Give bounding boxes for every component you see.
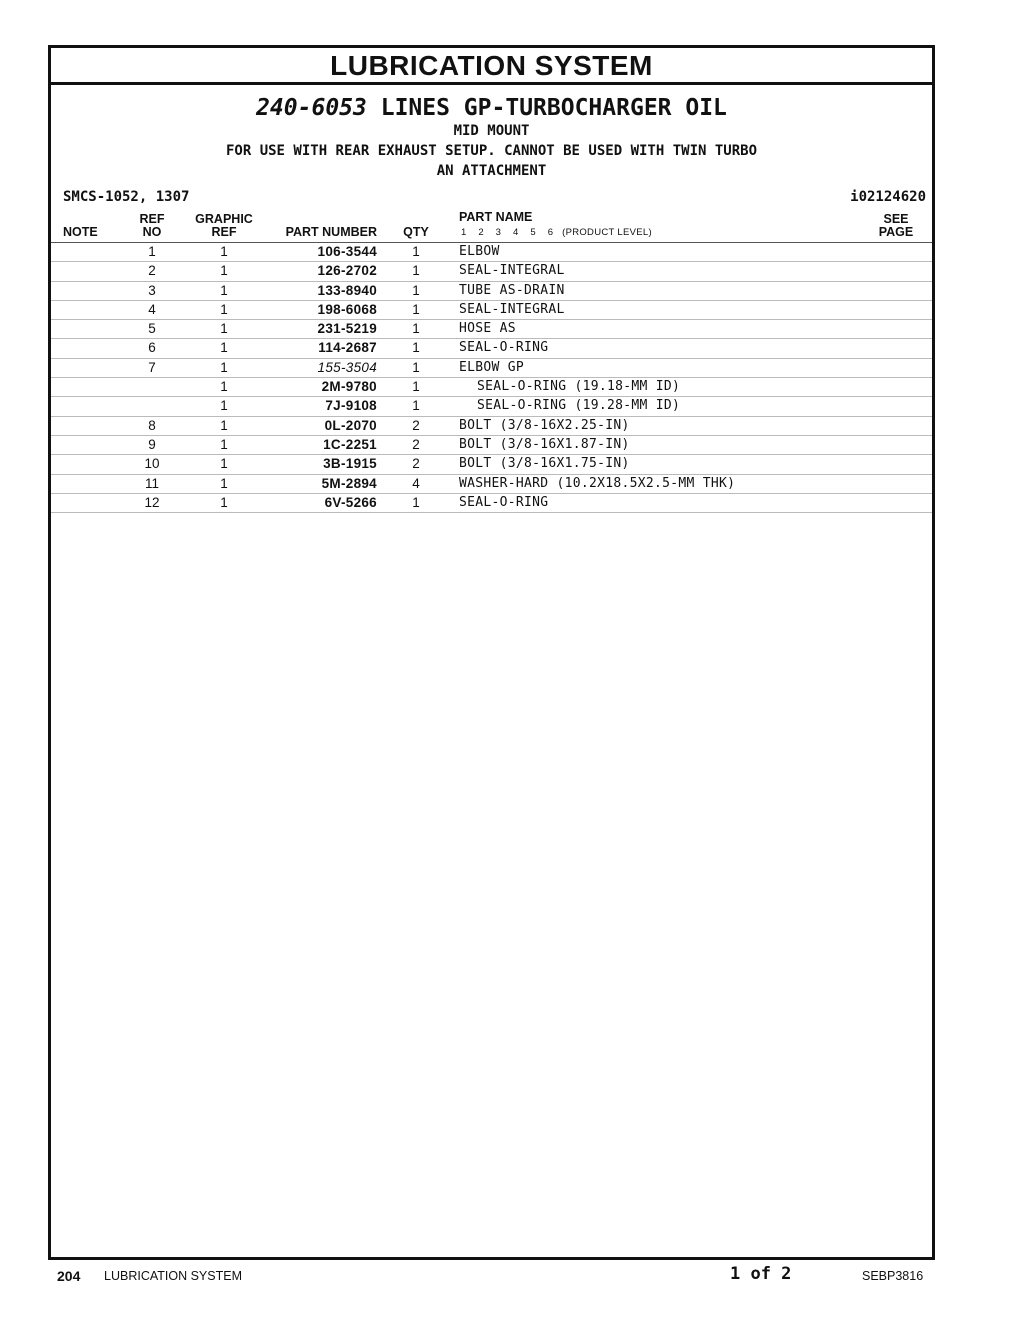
graphic-ref: 1 <box>220 379 228 395</box>
col-see-top: SEE <box>883 212 909 226</box>
table-row <box>51 397 932 416</box>
table-row <box>51 339 932 358</box>
section-title: LUBRICATION SYSTEM <box>51 48 932 85</box>
graphic-ref: 1 <box>220 456 228 472</box>
qty: 4 <box>412 475 420 491</box>
graphic-ref: 1 <box>220 263 228 279</box>
footer-section: LUBRICATION SYSTEM <box>104 1269 242 1283</box>
ref-no: 8 <box>148 417 156 433</box>
graphic-ref: 1 <box>220 475 228 491</box>
qty: 2 <box>412 436 420 452</box>
part-name: BOLT (3/8-16X1.87-IN) <box>459 436 630 452</box>
parts-table-body <box>51 243 932 513</box>
col-graphic-top: GRAPHIC <box>195 212 253 226</box>
col-note: NOTE <box>63 225 98 239</box>
table-row <box>51 301 932 320</box>
table-row <box>51 475 932 494</box>
qty: 1 <box>412 359 420 375</box>
part-name: SEAL-O-RING (19.18-MM ID) <box>477 379 681 395</box>
document-id: SEBP3816 <box>862 1269 924 1283</box>
ref-no: 4 <box>148 301 156 317</box>
ref-no: 9 <box>148 436 156 452</box>
part-name: SEAL-INTEGRAL <box>459 301 565 317</box>
part-name: HOSE AS <box>459 321 516 337</box>
graphic-ref: 1 <box>220 494 228 510</box>
ref-no: 5 <box>148 321 156 337</box>
ref-no: 2 <box>148 263 156 279</box>
page-of: 1 of 2 <box>730 1264 792 1284</box>
ref-no: 6 <box>148 340 156 356</box>
qty: 2 <box>412 456 420 472</box>
part-number: 126-2702 <box>317 263 377 279</box>
group-name: LINES GP-TURBOCHARGER OIL <box>380 95 727 121</box>
graphic-ref: 1 <box>220 359 228 375</box>
col-ref-bottom: NO <box>142 225 162 239</box>
table-row <box>51 262 932 281</box>
part-number: 2M-9780 <box>321 379 377 395</box>
ref-no: 12 <box>144 494 160 510</box>
qty: 1 <box>412 282 420 298</box>
qty: 1 <box>412 379 420 395</box>
part-name: ELBOW GP <box>459 359 525 375</box>
graphic-ref: 1 <box>220 282 228 298</box>
page-frame <box>48 45 935 1260</box>
qty: 1 <box>412 321 420 337</box>
ref-no: 10 <box>144 456 160 472</box>
table-row <box>51 320 932 339</box>
qty: 1 <box>412 244 420 259</box>
col-ref-top: REF <box>139 212 165 226</box>
part-number: 7J-9108 <box>325 398 377 414</box>
graphic-ref: 1 <box>220 398 228 414</box>
graphic-ref: 1 <box>220 436 228 452</box>
part-name: BOLT (3/8-16X2.25-IN) <box>459 417 630 433</box>
ref-no: 7 <box>148 359 156 375</box>
col-qty: QTY <box>403 225 429 239</box>
group-line-2: FOR USE WITH REAR EXHAUST SETUP. CANNOT BE USED WITH TWIN TURBO <box>225 143 757 159</box>
part-number: 5M-2894 <box>321 475 377 491</box>
part-number: 114-2687 <box>318 340 377 356</box>
graphic-ref: 1 <box>220 417 228 433</box>
ref-no: 3 <box>148 282 156 298</box>
page-number: 204 <box>57 1268 81 1284</box>
graphic-ref: 1 <box>220 340 228 356</box>
table-row <box>51 243 932 262</box>
qty: 1 <box>412 340 420 356</box>
qty: 2 <box>412 417 420 433</box>
part-number: 0L-2070 <box>324 417 377 433</box>
part-number: 106-3544 <box>317 244 377 259</box>
group-line-3: AN ATTACHMENT <box>436 163 547 179</box>
group-number: 240-6053 <box>256 95 367 121</box>
qty: 1 <box>412 263 420 279</box>
part-name: SEAL-O-RING <box>459 494 549 510</box>
part-number: 133-8940 <box>317 282 377 298</box>
group-line-1: MID MOUNT <box>453 123 530 139</box>
graphic-ref: 1 <box>220 301 228 317</box>
smcs-row <box>51 187 932 207</box>
page-footer <box>0 1264 1020 1288</box>
qty: 1 <box>412 301 420 317</box>
part-name: BOLT (3/8-16X1.75-IN) <box>459 456 630 472</box>
illustration-id: i02124620 <box>850 189 926 205</box>
part-name: SEAL-INTEGRAL <box>459 263 565 279</box>
part-number: 198-6068 <box>317 301 377 317</box>
table-row <box>51 494 932 513</box>
ref-no: 11 <box>144 475 159 491</box>
qty: 1 <box>412 494 420 510</box>
table-row <box>51 378 932 397</box>
table-row <box>51 436 932 455</box>
col-graphic-bottom: REF <box>211 225 237 239</box>
table-row <box>51 359 932 378</box>
part-name: SEAL-O-RING <box>459 340 549 356</box>
part-number: 155-3504 <box>317 359 377 375</box>
table-row <box>51 455 932 474</box>
smcs-codes: SMCS-1052, 1307 <box>63 189 190 205</box>
graphic-ref: 1 <box>220 321 228 337</box>
part-name: SEAL-O-RING (19.28-MM ID) <box>477 398 681 414</box>
col-see-bottom: PAGE <box>878 225 914 239</box>
table-row <box>51 417 932 436</box>
col-part-name: PART NAME <box>459 210 533 224</box>
qty: 1 <box>412 398 420 414</box>
part-number: 6V-5266 <box>324 494 377 510</box>
part-name: WASHER-HARD (10.2X18.5X2.5-MM THK) <box>459 475 736 491</box>
part-number: 1C-2251 <box>323 436 377 452</box>
graphic-ref: 1 <box>220 244 228 259</box>
table-row <box>51 282 932 301</box>
part-name: TUBE AS-DRAIN <box>459 282 565 298</box>
ref-no: 1 <box>148 244 156 259</box>
col-product-levels: 1 2 3 4 5 6 (PRODUCT LEVEL) <box>461 227 652 238</box>
part-number: 3B-1915 <box>323 456 377 472</box>
part-name: ELBOW <box>459 244 500 259</box>
group-title <box>51 95 932 121</box>
table-header <box>51 207 932 243</box>
col-part-number: PART NUMBER <box>285 225 377 239</box>
part-number: 231-5219 <box>317 321 377 337</box>
